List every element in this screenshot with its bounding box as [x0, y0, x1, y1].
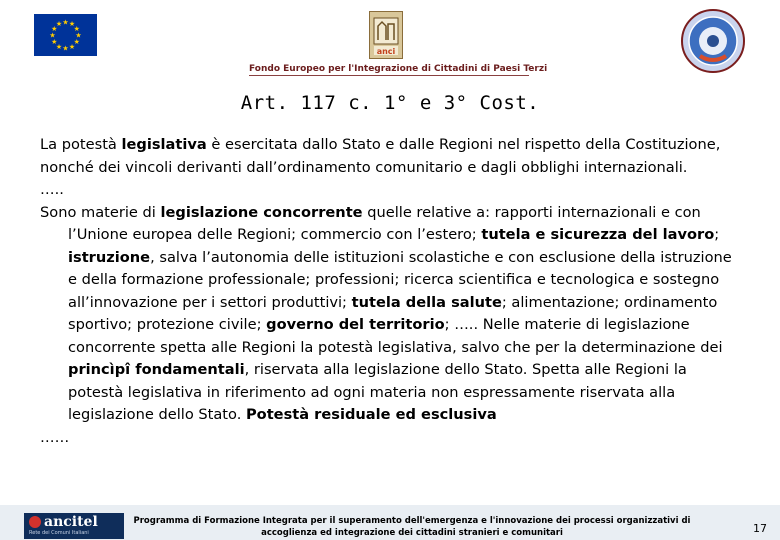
eu-star-icon: ★: [51, 25, 58, 33]
paragraph-5: ……: [40, 428, 70, 446]
ancitel-logo-text: ancitel: [44, 514, 98, 530]
bold-span: legislazione concorrente: [160, 203, 363, 221]
eu-star-icon: ★: [73, 38, 80, 46]
bold-span: legislativa: [121, 136, 207, 153]
seal-icon: [680, 8, 746, 74]
footer-line-1: Programma di Formazione Integrata per il superamento dell'emergenza e l'innovazione dei processi organizzativi di: [133, 516, 691, 526]
text-span: , riservata alla legislazione dello Stato. Spetta alle Regioni la potestà legislativa in riferimento ad ogni materia non espressamente riservata alla legislazione dello Stato.: [68, 361, 687, 423]
page-number: 17: [753, 522, 767, 535]
eu-star-icon: ★: [51, 38, 58, 46]
eu-star-icon: ★: [49, 31, 56, 40]
text-span: Sono materie di: [40, 203, 161, 221]
bold-span: tutela della salute: [351, 293, 502, 311]
anci-logo-label: anci: [376, 47, 396, 56]
eu-star-icon: ★: [68, 42, 76, 51]
anci-logo-icon: [369, 11, 403, 59]
paragraph-4: [40, 202, 740, 427]
eu-star-icon: ★: [62, 44, 69, 53]
eu-flag-icon: [34, 14, 97, 56]
ancitel-dot-icon: [29, 516, 41, 528]
paragraph-2: nonché dei vincoli derivanti dall’ordinamento comunitario e dagli obblighi internazionali.: [40, 158, 688, 176]
eu-star-icon: ★: [75, 31, 82, 40]
footer-text: [132, 515, 692, 539]
text-span: La potestà: [40, 136, 122, 153]
eu-star-icon: ★: [62, 18, 69, 27]
text-span: quelle relative a: rapporti internazionali e con l’Unione europea delle Regioni; commercio con l’estero;: [68, 203, 701, 243]
header: [0, 0, 780, 80]
text-span: ; alimentazione; ordinamento sportivo; protezione civile;: [68, 293, 718, 333]
slide-title: Art. 117 c. 1° e 3° Cost.: [240, 92, 540, 114]
slide-body: [40, 134, 740, 449]
eu-star-icon: ★: [68, 20, 76, 29]
paragraph-3: …..: [40, 181, 64, 198]
eu-star-icon: ★: [55, 42, 63, 51]
ancitel-logo: [24, 513, 124, 539]
bold-span: princìpî fondamentali: [68, 361, 245, 378]
eu-star-icon: ★: [55, 20, 63, 29]
bold-span: tutela e sicurezza del lavoro: [481, 226, 715, 243]
fund-line: Fondo Europeo per l'Integrazione di Cittadini di Paesi Terzi: [249, 64, 548, 74]
text-span: è esercitata dallo Stato e dalle Regioni nel rispetto della Costituzione,: [206, 136, 721, 153]
eu-star-icon: ★: [73, 25, 80, 33]
text-span: , salva l’autonomia delle istituzioni scolastiche e con esclusione della istruzione e della formazione professionale; professioni; ricerca scientifica e tecnologica e sostegno all’innovazione per i settori produttivi;: [68, 248, 732, 311]
text-span: ;: [714, 226, 720, 243]
paragraph-1: [40, 134, 740, 157]
footer-line-2: accoglienza ed integrazione dei cittadini stranieri e comunitari: [261, 528, 563, 538]
text-span: ; ….. Nelle materie di legislazione concorrente spetta alle Regioni la potestà legislativa, salvo che per la determinazione dei: [68, 316, 723, 356]
bold-span: Potestà residuale ed esclusiva: [245, 406, 497, 423]
bold-span: istruzione: [68, 248, 151, 266]
bold-span: governo del territorio: [266, 316, 445, 333]
ancitel-logo-subtitle: Rete dei Comuni Italiani: [29, 530, 89, 536]
